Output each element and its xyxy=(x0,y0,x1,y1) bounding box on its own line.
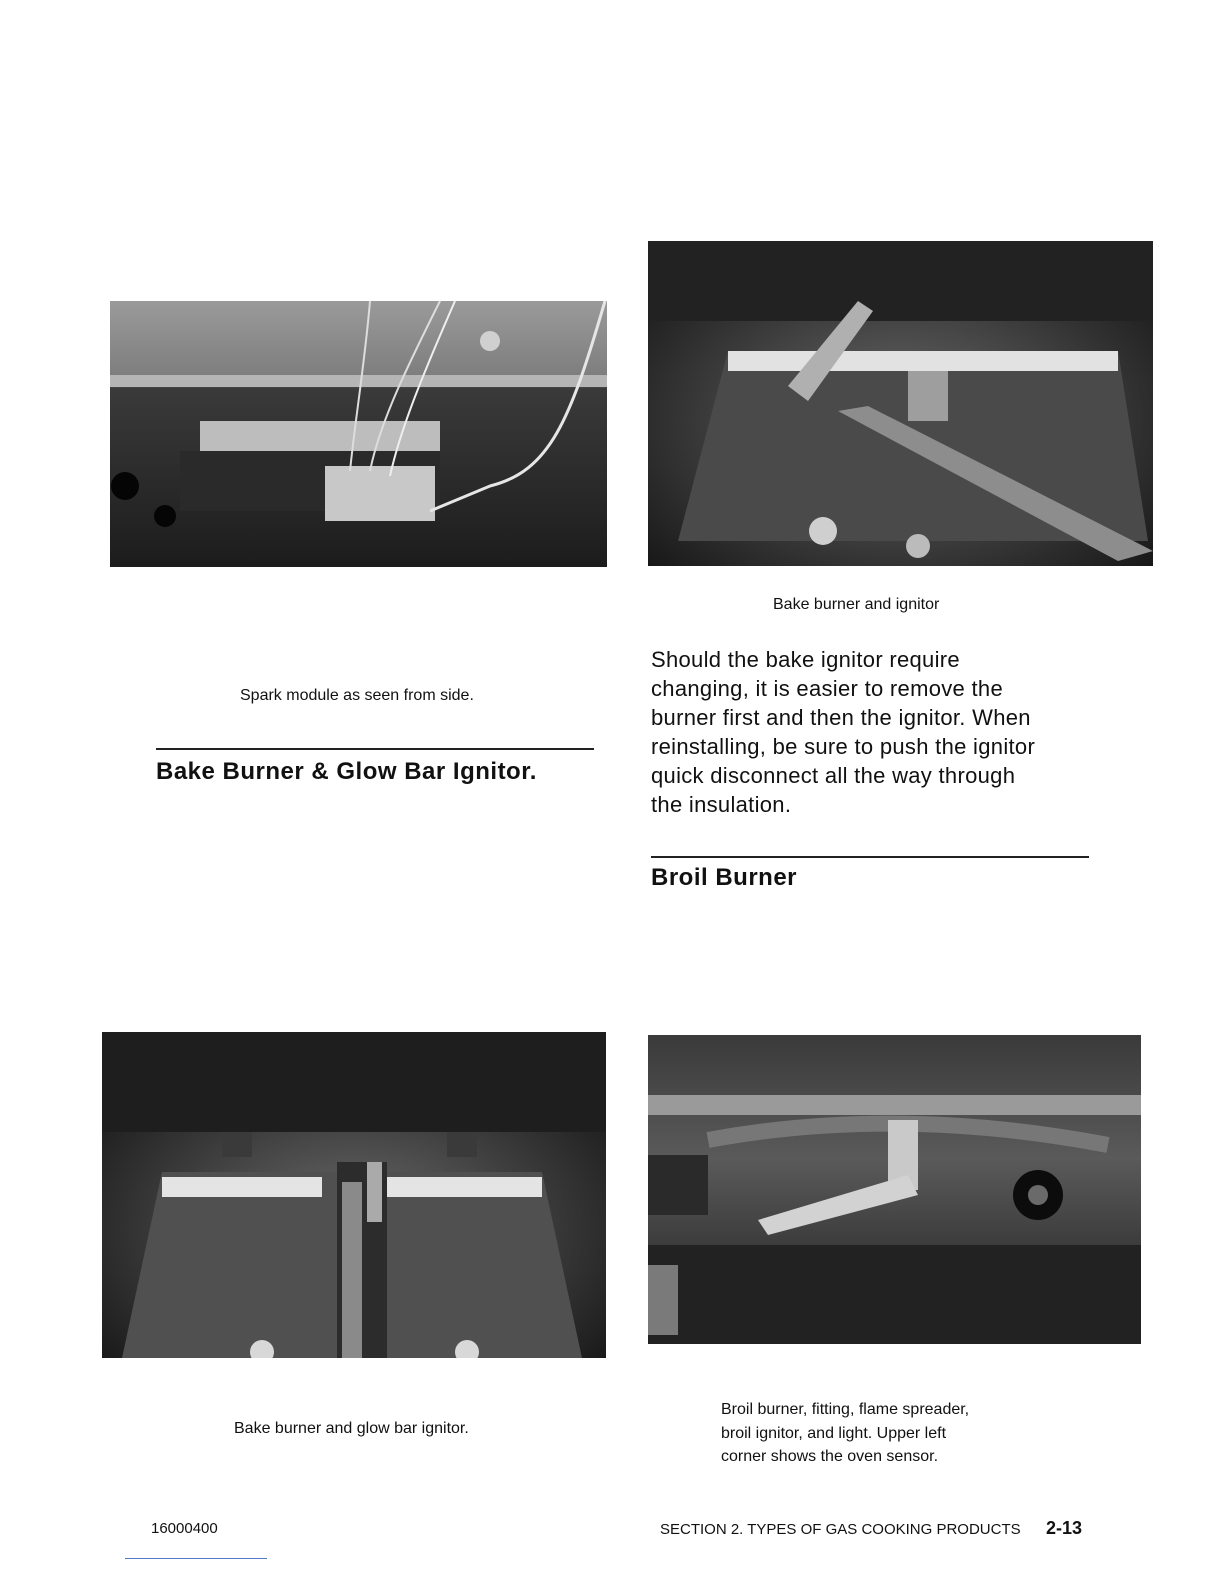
section-title-footer: SECTION 2. TYPES OF GAS COOKING PRODUCTS xyxy=(660,1521,1021,1538)
note-line: quick disconnect all the way through xyxy=(651,763,1016,788)
broil-burner-photo xyxy=(648,1035,1141,1344)
bake-burner-ignitor-caption: Bake burner and ignitor xyxy=(773,596,940,613)
note-line: Should the bake ignitor require xyxy=(651,647,960,672)
broil-burner-caption xyxy=(721,1398,969,1469)
broil-section-rule xyxy=(651,856,1089,858)
bake-section-rule xyxy=(156,748,594,750)
note-line: the insulation. xyxy=(651,792,792,817)
note-line: changing, it is easier to remove the xyxy=(651,676,1003,701)
spark-module-photo xyxy=(110,301,607,567)
broil-section-heading: Broil Burner xyxy=(651,864,798,891)
bake-section-heading: Bake Burner & Glow Bar Ignitor. xyxy=(156,758,537,785)
footer-divider xyxy=(125,1558,267,1559)
ignitor-replacement-note xyxy=(651,645,1111,819)
note-line: burner first and then the ignitor. When xyxy=(651,705,1031,730)
broil-caption-line: Broil burner, fitting, flame spreader, xyxy=(721,1401,970,1418)
note-line: reinstalling, be sure to push the ignitor xyxy=(651,734,1036,759)
bake-burner-glow-bar-caption: Bake burner and glow bar ignitor. xyxy=(234,1420,469,1437)
spark-module-caption: Spark module as seen from side. xyxy=(240,687,474,704)
page-number: 2-13 xyxy=(1046,1518,1083,1538)
document-number: 16000400 xyxy=(151,1520,218,1537)
broil-caption-line: corner shows the oven sensor. xyxy=(721,1448,939,1465)
broil-caption-line: broil ignitor, and light. Upper left xyxy=(721,1424,947,1442)
bake-burner-glow-bar-photo xyxy=(102,1032,606,1358)
bake-burner-ignitor-photo xyxy=(648,241,1153,566)
